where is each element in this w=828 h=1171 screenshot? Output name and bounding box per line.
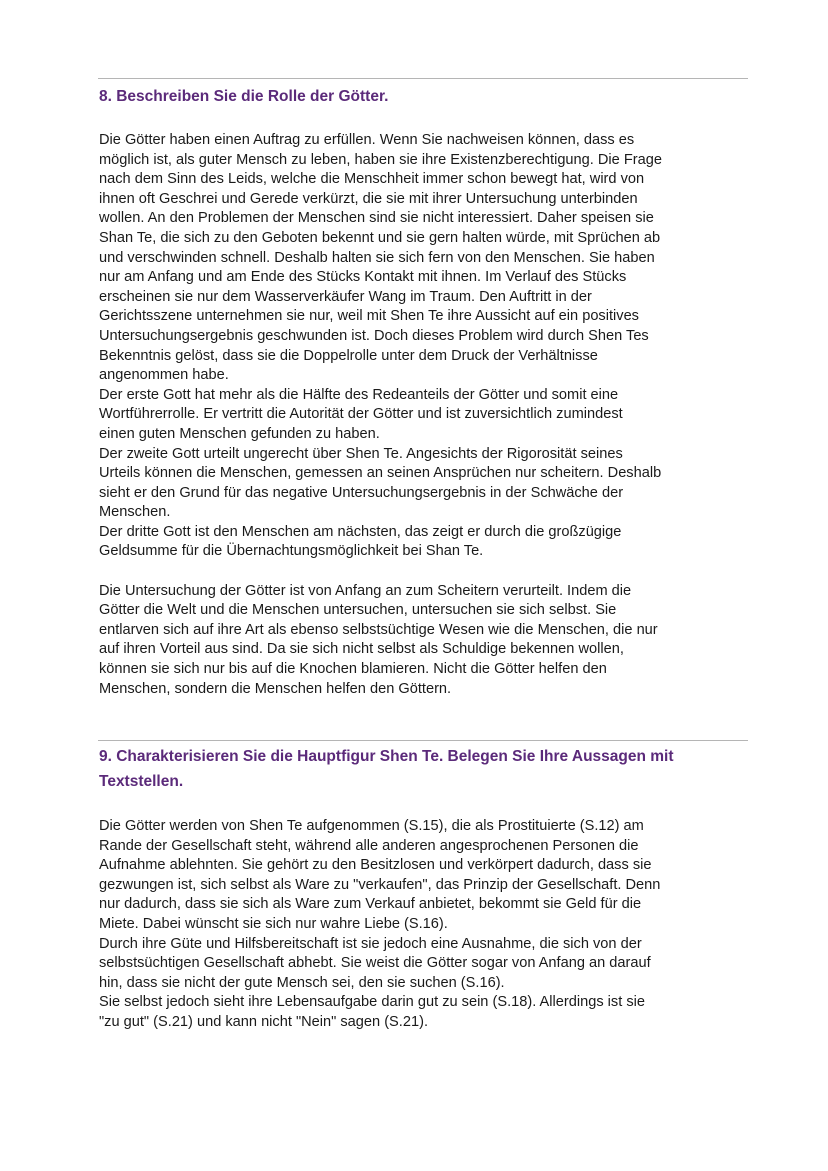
section-9-body	[99, 817, 754, 1033]
paragraph: Der zweite Gott urteilt ungerecht über Shen Te. Angesichts der Rigorosität seines Urteils können die Menschen, gemessen an seinen Ansprüchen nur scheitern. Deshalb sieht er den Grund für das negative Untersuchungsergebnis in der Schwäche der Menschen.	[99, 445, 662, 521]
paragraph: Der dritte Gott ist den Menschen am nächsten, das zeigt er durch die großzügige Geldsumme für die Übernachtungsmöglichkeit bei Shan Te.	[99, 523, 622, 560]
paragraph: Die Götter werden von Shen Te aufgenommen (S.15), die als Prostituierte (S.12) am Rande der Gesellschaft steht, während alle anderen angesprochenen Personen die Aufnahme ablehnten. Sie gehört zu den Besitzlosen und verkörpert dadurch, dass sie gezwungen ist, sich selbst als Ware zu "verkaufen", das Prinzip der Gesellschaft. Denn nur dadurch, dass sie sich als Ware zum Verkauf anbietet, bekommt sie Geld für die Miete. Dabei wünscht sie sich nur wahre Liebe (S.16).	[99, 818, 661, 932]
section-divider	[98, 78, 748, 79]
paragraph: Der erste Gott hat mehr als die Hälfte des Redeanteils der Götter und somit eine Wortführerrolle. Er vertritt die Autorität der Götter und ist zuversichtlich zumindest einen guten Menschen gefunden zu haben.	[99, 386, 623, 442]
section-divider	[98, 740, 748, 741]
section-8-body	[99, 131, 754, 699]
section-9-heading: 9. Charakterisieren Sie die Hauptfigur Shen Te. Belegen Sie Ihre Aussagen mit Textstellen.	[99, 748, 674, 790]
paragraph: Sie selbst jedoch sieht ihre Lebensaufgabe darin gut zu sein (S.18). Allerdings ist sie "zu gut" (S.21) und kann nicht "Nein" sagen (S.21).	[99, 994, 645, 1030]
paragraph: Die Untersuchung der Götter ist von Anfang an zum Scheitern verurteilt. Indem die Götter die Welt und die Menschen untersuchen, untersuchen sie sich selbst. Sie entlarven sich auf ihre Art als ebenso selbstsüchtige Wesen wie die Menschen, die nur auf ihren Vorteil aus sind. Da sie sich nicht selbst als Schuldige bekennen wollen, können sie sich nur bis auf die Knochen blamieren. Nicht die Götter helfen den Menschen, sondern die Menschen helfen den Göttern.	[99, 582, 658, 697]
paragraph: Die Götter haben einen Auftrag zu erfüllen. Wenn Sie nachweisen können, dass es möglich ist, als guter Mensch zu leben, haben sie ihre Existenzberechtigung. Die Frage nach dem Sinn des Leids, welche die Menschheit immer schon bewegt hat, wird von ihnen oft Geschrei und Gerede verkürzt, die sie mit ihrer Untersuchung unterbinden wollen. An den Problemen der Menschen sind sie nicht interessiert. Daher speisen sie Shan Te, die sich zu den Geboten bekennt und sie gern halten würde, mit Sprüchen ab und verschwinden schnell. Deshalb halten sie sich fern von den Menschen. Sie haben nur am Anfang und am Ende des Stücks Kontakt mit ihnen. Im Verlauf des Stücks erscheinen sie nur dem Wasserverkäufer Wang im Traum. Den Auftritt in der Gerichtsszene unternehmen sie nur, weil mit Shen Te ihre Aussicht auf ein positives Untersuchungsergebnis geschwunden ist. Doch dieses Problem wird durch Shen Tes Bekenntnis gelöst, dass sie die Doppelrolle unter dem Druck der Verhältnisse angenommen habe.	[99, 132, 662, 384]
paragraph: Durch ihre Güte und Hilfsbereitschaft ist sie jedoch eine Ausnahme, die sich von der selbstsüchtigen Gesellschaft abhebt. Sie weist die Götter sogar von Anfang an darauf hin, dass sie nicht der gute Mensch sei, den sie suchen (S.16).	[99, 935, 651, 991]
section-8-heading: 8. Beschreiben Sie die Rolle der Götter.	[99, 88, 389, 105]
